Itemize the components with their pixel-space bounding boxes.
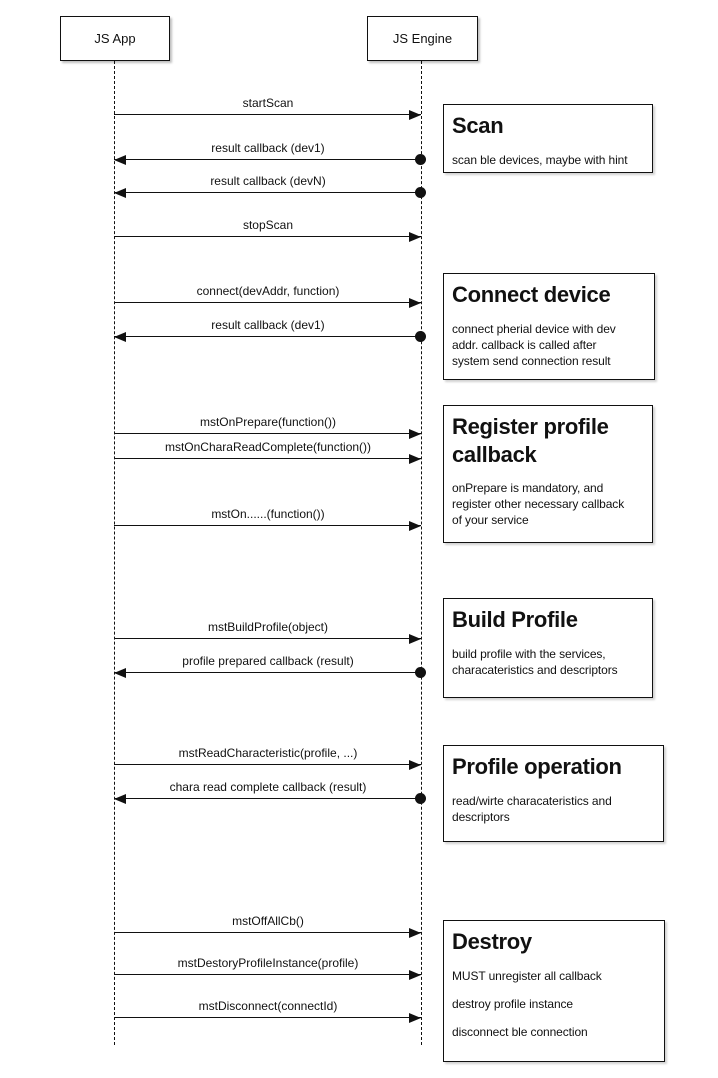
message-label: startScan (242, 96, 294, 110)
message-label: mstReadCharacteristic(profile, ...) (178, 746, 358, 760)
actor-js-app (60, 16, 170, 61)
callback-origin-dot-icon (415, 793, 426, 804)
note-paragraph (452, 968, 657, 984)
note-paragraph (452, 1024, 657, 1040)
message-label: result callback (dev1) (211, 141, 325, 155)
arrow-left-icon (114, 794, 126, 804)
callback-origin-dot-icon (415, 331, 426, 342)
message-arrow-line (114, 798, 421, 799)
note-title (452, 753, 656, 781)
note-paragraph (452, 152, 645, 168)
arrow-right-icon (409, 298, 421, 308)
note-title-line: Register profile (452, 414, 609, 439)
message-label: stopScan (242, 218, 294, 232)
arrow-left-icon (114, 668, 126, 678)
arrow-right-icon (409, 970, 421, 980)
arrow-right-icon (409, 429, 421, 439)
message-label: chara read complete callback (result) (169, 780, 367, 794)
message-arrow-line (114, 672, 421, 673)
note-body (451, 321, 647, 369)
arrow-right-icon (409, 760, 421, 770)
note-paragraph (452, 480, 645, 528)
note-paragraph-line: onPrepare is mandatory, and (452, 481, 604, 495)
message-label: mstBuildProfile(object) (207, 620, 329, 634)
note-paragraph-line: addr. callback is called after (452, 337, 597, 352)
note-paragraph-line: characateristics and descriptors (452, 662, 618, 677)
note-paragraph-line: read/wirte characateristics and (452, 793, 612, 808)
message-arrow-line (114, 302, 421, 303)
note-paragraph-line: of your service (452, 513, 529, 528)
lifeline-js-app (114, 61, 115, 1045)
arrow-left-icon (114, 155, 126, 165)
message-label: mstDestoryProfileInstance(profile) (177, 956, 359, 970)
note-paragraph-line: build profile with the services, (452, 646, 606, 661)
note-scan (443, 104, 653, 173)
actor-js-engine (367, 16, 478, 61)
message-arrow-line (114, 433, 421, 434)
note-title-line: Scan (452, 113, 504, 138)
message-label: result callback (dev1) (211, 318, 325, 332)
callback-origin-dot-icon (415, 187, 426, 198)
message-arrow-line (114, 192, 421, 193)
note-paragraph-line: destroy profile instance (452, 996, 573, 1011)
note-title-line: Connect device (452, 282, 611, 307)
note-paragraph (452, 321, 647, 369)
note-title-line: Build Profile (452, 607, 578, 632)
actor-js-app-label: JS App (94, 31, 136, 46)
note-paragraph-line: connect pherial device with dev (452, 321, 616, 336)
note-title-line: callback (452, 441, 537, 467)
note-paragraph-line: descriptors (452, 809, 510, 824)
message-arrow-line (114, 932, 421, 933)
message-arrow-line (114, 159, 421, 160)
message-label: mstOffAllCb() (232, 914, 304, 928)
note-title (452, 606, 645, 634)
note-title (452, 413, 645, 468)
arrow-right-icon (409, 232, 421, 242)
note-paragraph (452, 793, 656, 825)
note-paragraph-line: disconnect ble connection (452, 1024, 588, 1039)
arrow-right-icon (409, 521, 421, 531)
note-body (451, 152, 645, 168)
arrow-right-icon (409, 928, 421, 938)
arrow-right-icon (409, 634, 421, 644)
note-body (451, 793, 656, 825)
message-arrow-line (114, 236, 421, 237)
arrow-right-icon (409, 110, 421, 120)
note-paragraph-line: system send connection result (452, 353, 611, 368)
note-build-profile (443, 598, 653, 698)
lifeline-js-engine (421, 61, 422, 1045)
message-arrow-line (114, 458, 421, 459)
note-paragraph (452, 996, 657, 1012)
message-label: mstOnPrepare(function()) (199, 415, 337, 429)
callback-origin-dot-icon (415, 154, 426, 165)
note-title (452, 928, 657, 956)
message-arrow-line (114, 974, 421, 975)
note-title (452, 112, 645, 140)
arrow-left-icon (114, 188, 126, 198)
arrow-right-icon (409, 1013, 421, 1023)
message-arrow-line (114, 336, 421, 337)
note-register-profile-callback (443, 405, 653, 543)
note-title-line: Destroy (452, 929, 532, 954)
message-arrow-line (114, 764, 421, 765)
message-label: mstOn......(function()) (211, 507, 325, 521)
message-label: result callback (devN) (210, 174, 326, 188)
message-arrow-line (114, 525, 421, 526)
message-label: profile prepared callback (result) (182, 654, 354, 668)
actor-js-engine-label: JS Engine (392, 31, 453, 46)
message-arrow-line (114, 1017, 421, 1018)
message-label: connect(devAddr, function) (196, 284, 340, 298)
note-title (452, 281, 647, 309)
note-destroy (443, 920, 665, 1062)
note-body (451, 646, 645, 678)
note-paragraph (452, 646, 645, 678)
note-connect-device (443, 273, 655, 380)
message-arrow-line (114, 638, 421, 639)
arrow-right-icon (409, 454, 421, 464)
message-arrow-line (114, 114, 421, 115)
message-label: mstDisconnect(connectId) (198, 999, 338, 1013)
note-paragraph-line: MUST unregister all callback (452, 968, 602, 983)
arrow-left-icon (114, 332, 126, 342)
note-profile-operation (443, 745, 664, 842)
note-paragraph-line: scan ble devices, maybe with hint (452, 152, 628, 167)
callback-origin-dot-icon (415, 667, 426, 678)
note-body (451, 480, 645, 528)
note-paragraph-line: register other necessary callback (452, 497, 625, 512)
note-body (451, 968, 657, 1040)
message-label: mstOnCharaReadComplete(function()) (164, 440, 372, 454)
note-title-line: Profile operation (452, 754, 622, 779)
